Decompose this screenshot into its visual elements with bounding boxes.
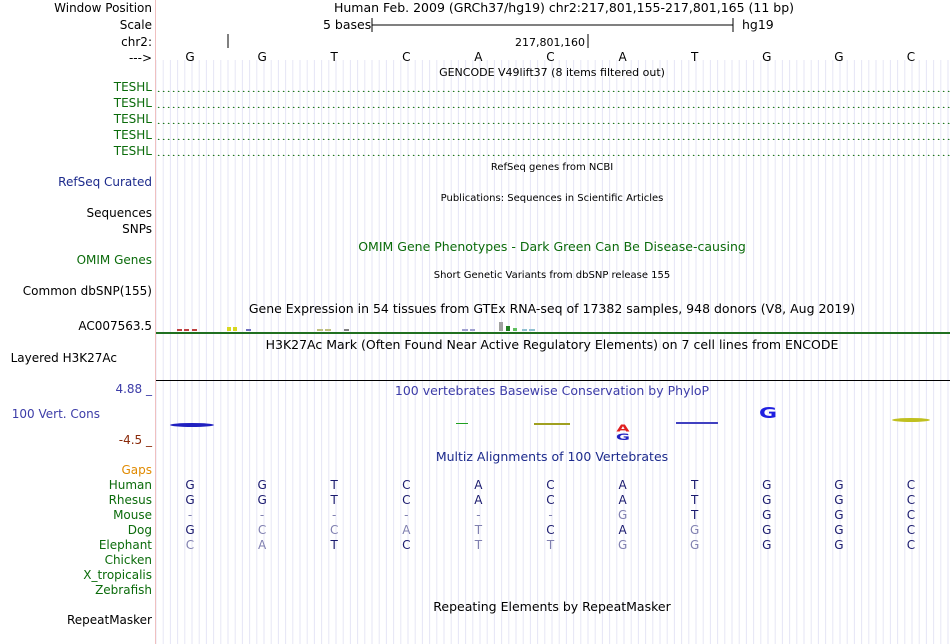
alignment-base: G <box>185 478 195 492</box>
species-label-human[interactable]: Human <box>108 478 152 492</box>
svg-text:G: G <box>758 404 778 423</box>
pubs-snps-label[interactable]: SNPs <box>122 222 152 236</box>
scale-bases-text: 5 bases <box>323 17 372 32</box>
alignment-base: G <box>834 508 844 522</box>
h3k27ac-track-label[interactable]: Layered H3K27Ac <box>10 351 117 365</box>
alignment-base: G <box>690 523 700 537</box>
gencode-track-title: GENCODE V49lift37 (8 items filtered out) <box>439 66 665 79</box>
species-label-mouse[interactable]: Mouse <box>113 508 152 522</box>
alignment-base: G <box>617 538 628 552</box>
ruler-base: C <box>546 50 555 64</box>
ruler-base: G <box>834 50 844 64</box>
alignment-base: G <box>257 478 267 492</box>
gencode-transcript[interactable] <box>156 131 950 140</box>
alignment-base: A <box>257 538 267 552</box>
ruler-base: T <box>691 50 699 64</box>
gencode-transcript[interactable] <box>156 83 950 92</box>
scale-assembly-text: hg19 <box>742 17 774 32</box>
alignment-base: T <box>474 523 483 537</box>
ruler-base: G <box>185 50 195 64</box>
ruler-base: G <box>257 50 267 64</box>
gencode-row-label[interactable]: TESHL <box>113 80 152 94</box>
omim-track-label[interactable]: OMIM Genes <box>76 253 152 267</box>
gtex-track-title: Gene Expression in 54 tissues from GTEx RNA-seq of 17382 samples, 948 donors (V8, Aug 2019) <box>248 301 856 316</box>
alignment-base: C <box>402 538 411 552</box>
alignment-base: C <box>906 508 916 522</box>
svg-text:A: A <box>616 423 630 435</box>
ruler-tick <box>586 34 596 50</box>
chrom-label: chr2: <box>121 35 152 49</box>
scale-label: Scale <box>119 18 152 32</box>
gencode-transcript[interactable] <box>156 115 950 124</box>
repeatmasker-track-title: Repeating Elements by RepeatMasker <box>433 599 671 614</box>
alignment-base: C <box>906 478 916 492</box>
alignment-base: T <box>330 493 338 507</box>
gaps-label[interactable]: Gaps <box>121 463 152 477</box>
dbsnp-track-label[interactable]: Common dbSNP(155) <box>22 284 152 298</box>
species-label-elephant[interactable]: Elephant <box>98 538 152 552</box>
alignment-base: C <box>906 538 916 552</box>
gencode-row-label[interactable]: TESHL <box>113 128 152 142</box>
alignment-base: A <box>618 493 627 507</box>
refseq-track-title: RefSeq genes from NCBI <box>490 162 614 173</box>
alignment-base: G <box>257 493 267 507</box>
ruler-base: A <box>618 50 627 64</box>
alignment-base: C <box>546 523 555 537</box>
window-position-text: Human Feb. 2009 (GRCh37/hg19) chr2:217,801,155-217,801,165 (11 bp) <box>333 0 795 15</box>
gencode-transcript[interactable] <box>156 147 950 156</box>
alignment-base: G <box>690 538 700 552</box>
alignment-base: C <box>402 493 411 507</box>
species-label-xtropicalis[interactable]: X_tropicalis <box>83 568 152 582</box>
alignment-base: C <box>257 523 267 537</box>
cons-logo-plot[interactable] <box>156 402 950 446</box>
alignment-base: G <box>617 508 628 522</box>
alignment-base: T <box>691 478 699 492</box>
alignment-base: G <box>834 478 844 492</box>
alignment-base: G <box>762 538 772 552</box>
alignment-base: - <box>548 508 553 522</box>
gencode-transcript[interactable] <box>156 99 950 108</box>
alignment-base: T <box>474 538 483 552</box>
repeatmasker-track-label[interactable]: RepeatMasker <box>66 613 152 627</box>
track-data-pane[interactable] <box>156 0 950 644</box>
alignment-base: G <box>834 538 844 552</box>
species-label-chicken[interactable]: Chicken <box>104 553 152 567</box>
h3k27ac-track-title: H3K27Ac Mark (Often Found Near Active Regulatory Elements) on 7 cell lines from ENCODE <box>265 337 839 352</box>
omim-track-title: OMIM Gene Phenotypes - Dark Green Can Be Disease-causing <box>358 239 746 254</box>
alignment-base: C <box>185 538 195 552</box>
alignment-base: C <box>906 493 916 507</box>
alignment-base: G <box>762 493 772 507</box>
alignment-base: - <box>187 508 193 522</box>
alignment-base: T <box>691 508 699 522</box>
strand-label: ---> <box>128 51 152 65</box>
scale-bar <box>370 16 736 34</box>
pubs-sequences-label[interactable]: Sequences <box>86 206 152 220</box>
alignment-base: A <box>618 523 627 537</box>
gencode-row-label[interactable]: TESHL <box>113 144 152 158</box>
alignment-base: G <box>762 478 772 492</box>
ruler-base: A <box>474 50 483 64</box>
ruler-base: G <box>762 50 772 64</box>
alignment-base: - <box>476 508 481 522</box>
chrom-coordinate: 217,801,160 <box>515 36 585 49</box>
refseq-track-label[interactable]: RefSeq Curated <box>58 175 152 189</box>
ruler-base: C <box>906 50 916 64</box>
alignment-base: A <box>618 478 627 492</box>
alignment-base: G <box>762 508 772 522</box>
window-position-label: Window Position <box>54 1 152 15</box>
alignment-base: - <box>259 508 265 522</box>
alignment-base: A <box>474 493 483 507</box>
gencode-row-label[interactable]: TESHL <box>113 96 152 110</box>
gencode-row-label[interactable]: TESHL <box>113 112 152 126</box>
gtex-baseline <box>156 332 950 334</box>
alignment-base: T <box>330 478 338 492</box>
alignment-base: - <box>332 508 337 522</box>
alignment-base: G <box>834 493 844 507</box>
ruler-tick <box>226 34 236 50</box>
track-labels-column <box>0 0 156 644</box>
h3k27ac-baseline <box>156 380 950 381</box>
alignment-base: C <box>402 478 411 492</box>
species-label-rhesus[interactable]: Rhesus <box>108 493 152 507</box>
cons-track-label[interactable]: 100 Vert. Cons <box>11 407 100 421</box>
species-label-dog[interactable]: Dog <box>127 523 152 537</box>
alignment-base: A <box>474 478 483 492</box>
svg-text:G: G <box>616 433 630 443</box>
alignment-base: C <box>906 523 916 537</box>
alignment-base: C <box>546 478 555 492</box>
alignment-base: - <box>404 508 409 522</box>
alignment-base: T <box>330 538 338 552</box>
cons-axis-min: -4.5 _ <box>118 433 152 447</box>
alignment-base: G <box>185 523 195 537</box>
pubs-track-title: Publications: Sequences in Scientific Articles <box>440 193 664 204</box>
alignment-base: C <box>546 493 555 507</box>
alignment-base: G <box>185 493 195 507</box>
ruler-base: T <box>330 50 338 64</box>
cons-axis-max: 4.88 _ <box>115 382 152 396</box>
ruler-base: C <box>402 50 411 64</box>
gtex-track-label[interactable]: AC007563.5 <box>78 319 152 333</box>
alignment-base: G <box>762 523 772 537</box>
alignment-base: G <box>834 523 844 537</box>
cons-track-title: 100 vertebrates Basewise Conservation by PhyloP <box>394 383 710 398</box>
alignment-base: T <box>546 538 555 552</box>
alignment-base: T <box>691 493 699 507</box>
alignment-base: C <box>329 523 339 537</box>
dbsnp-track-title: Short Genetic Variants from dbSNP release 155 <box>433 270 671 281</box>
alignment-base: A <box>402 523 411 537</box>
species-label-zebrafish[interactable]: Zebrafish <box>95 583 152 597</box>
multiz-track-title: Multiz Alignments of 100 Vertebrates <box>435 449 669 464</box>
